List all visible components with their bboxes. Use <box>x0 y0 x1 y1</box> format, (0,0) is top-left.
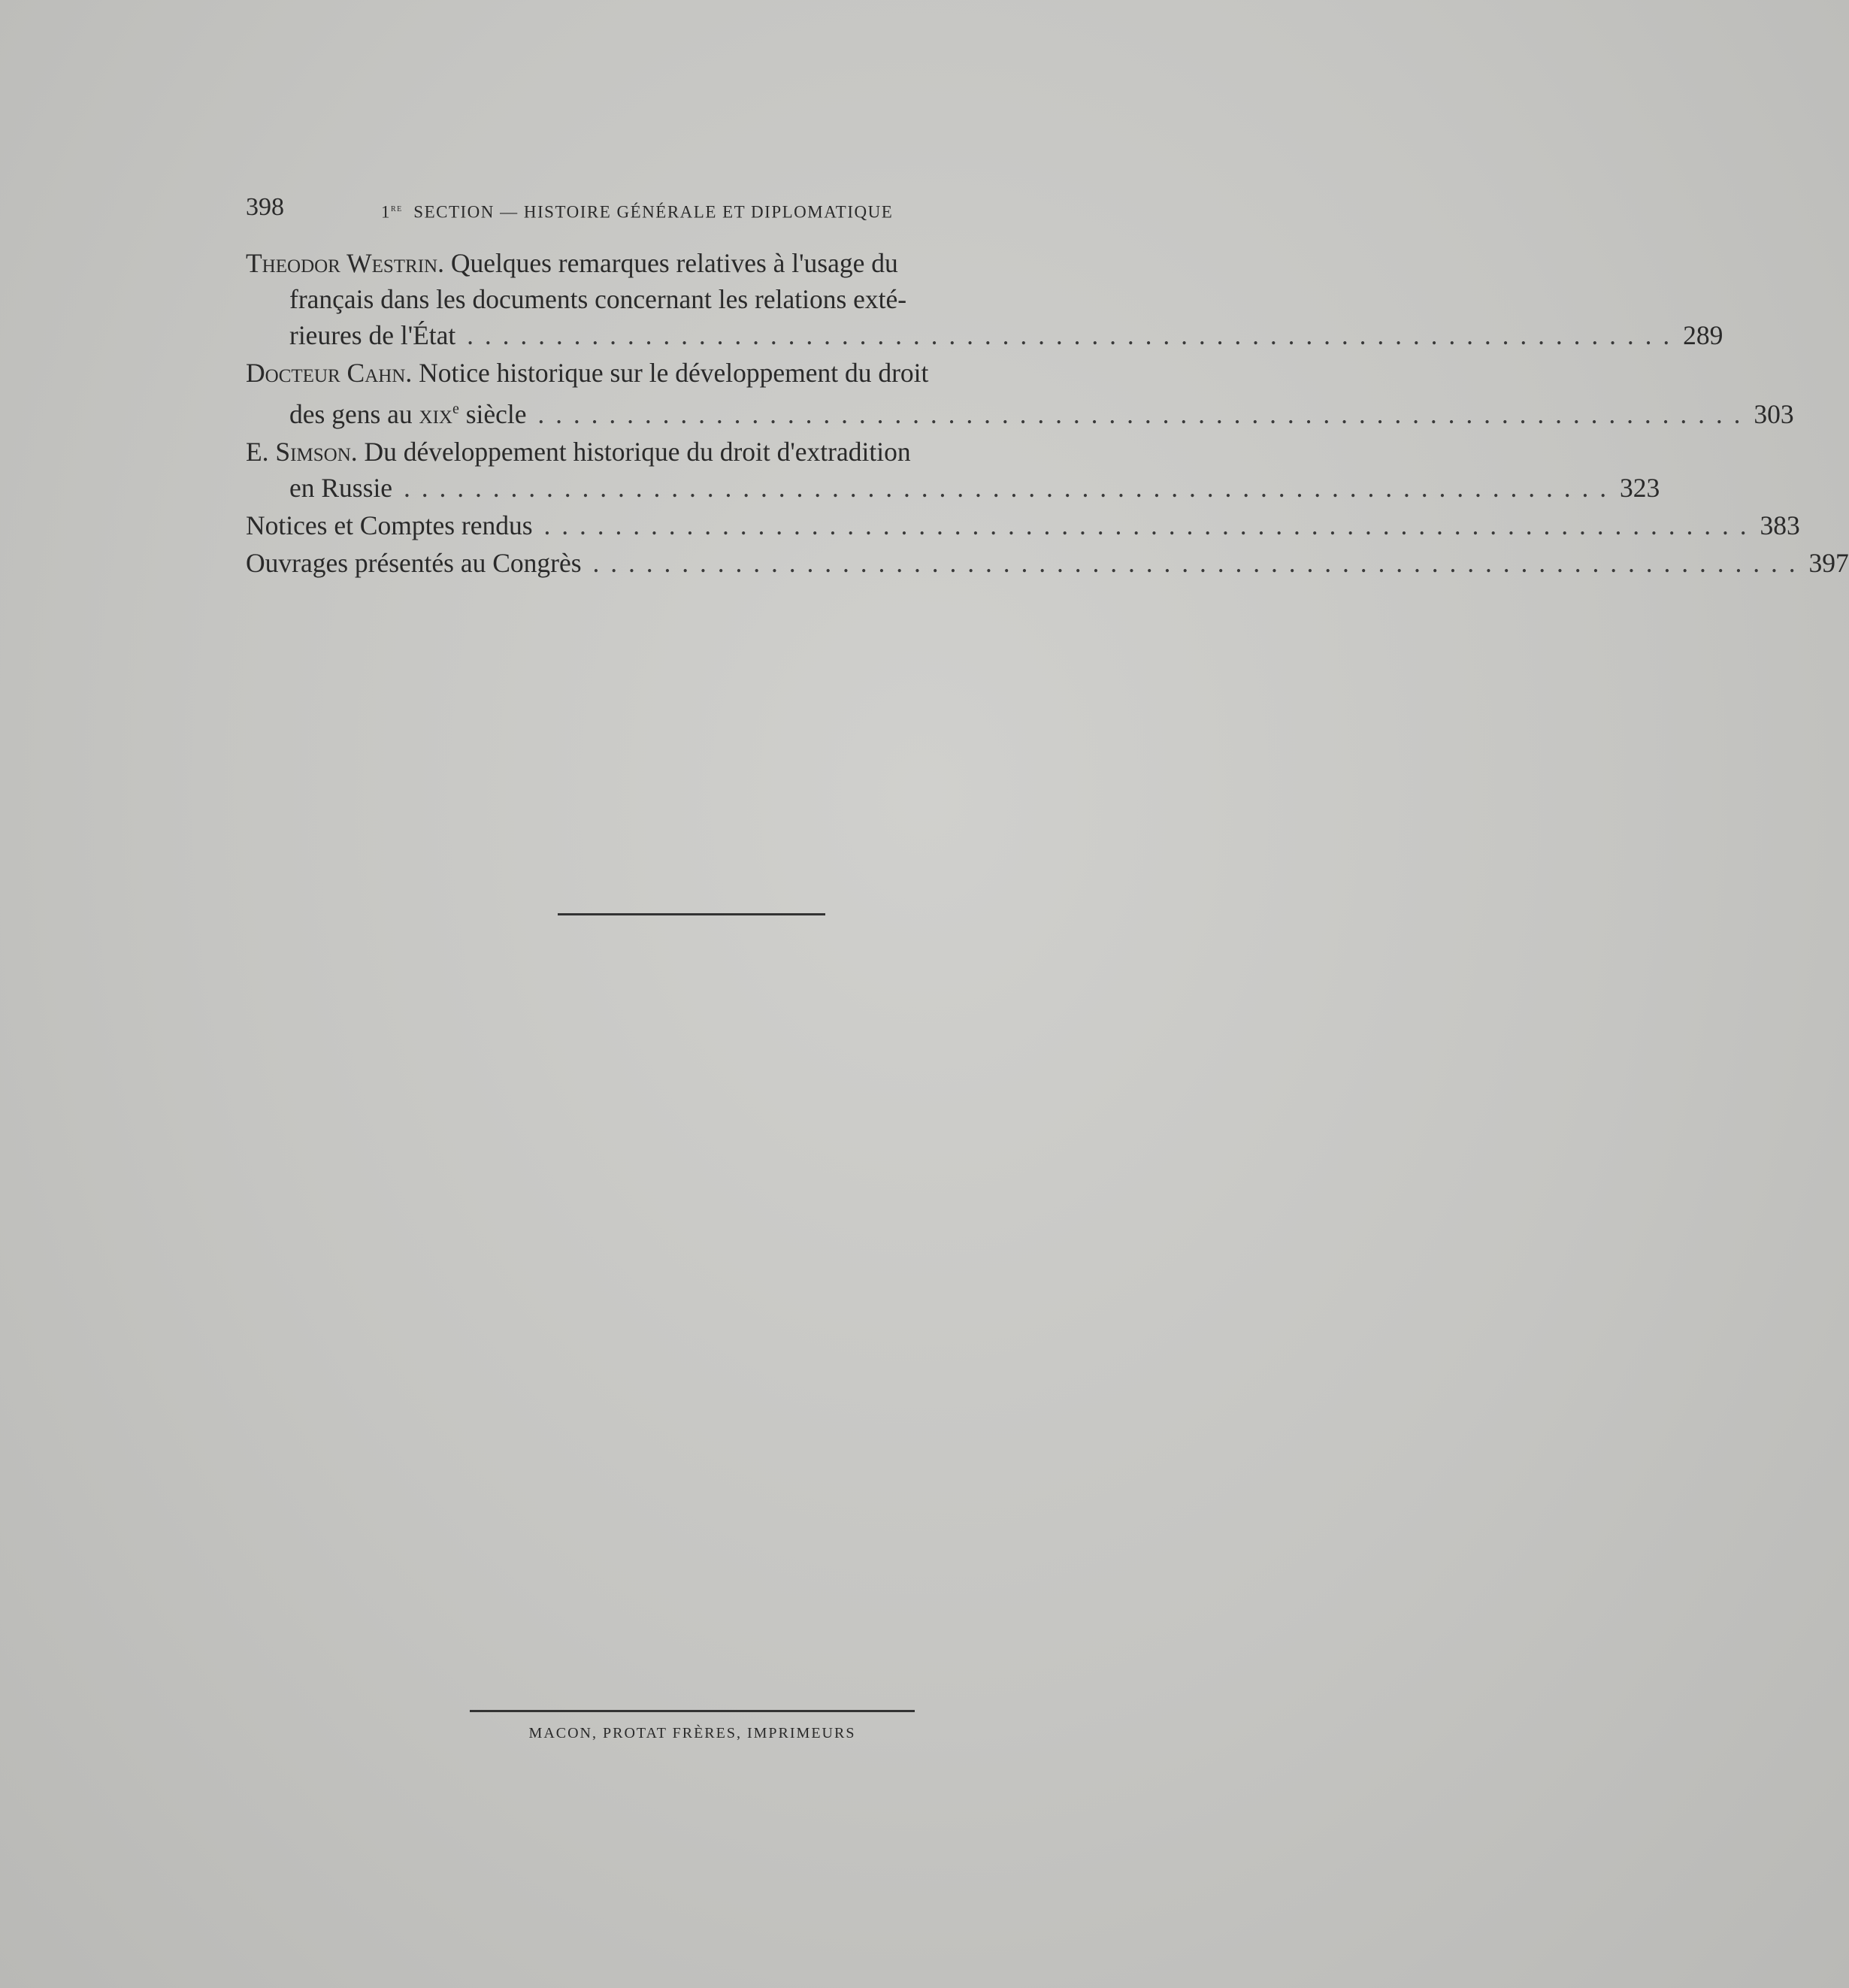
toc-title-text: Quelques remarques relatives à l'usage du <box>450 248 898 278</box>
toc-entry-line <box>246 245 1148 281</box>
dot-leader: . . . . . . . . . . . . . . . . . . . . . . . . . . . . . . . . . . . . . . . . . . . . . . . . . . . . . . . . . . . . . . . . . . . . <box>537 398 1743 429</box>
toc-entry-ouvrages <box>246 545 1849 581</box>
toc-entry-notices <box>246 507 1800 543</box>
century-suffix: e <box>452 401 459 417</box>
toc-title-text: des gens au xix$^e$ siècle <box>289 398 527 429</box>
page-number: 398 <box>246 193 284 221</box>
section-divider <box>558 913 825 915</box>
toc-entry-line <box>246 355 1148 391</box>
toc-title-text: Notice historique sur le développement du droit <box>419 358 929 388</box>
dot-leader: . . . . . . . . . . . . . . . . . . . . . . . . . . . . . . . . . . . . . . . . . . . . . . . . . . . . . . . . . . . . . . . . . . . . <box>403 472 1609 503</box>
century-numeral: xix <box>419 398 452 429</box>
running-head <box>246 192 1005 222</box>
toc-title-text: Du développement historique du droit d'extradition <box>364 436 911 467</box>
toc-page-number: 303 <box>1754 398 1794 429</box>
toc-entry-line: français dans les documents concernant les relations exté- <box>289 284 907 314</box>
toc-title-text: Notices et Comptes rendus <box>246 510 533 540</box>
toc-entry-leader-line <box>246 317 1723 353</box>
toc-author: Docteur Cahn. <box>246 358 413 388</box>
section-ordinal: 1 <box>381 202 391 222</box>
table-of-contents <box>246 245 1849 581</box>
dot-leader: . . . . . . . . . . . . . . . . . . . . . . . . . . . . . . . . . . . . . . . . . . . . . . . . . . . . . . . . . . . . . . . . . . . . <box>467 320 1672 350</box>
toc-title-text: Ouvrages présentés au Congrès <box>246 547 582 578</box>
toc-entry-leader-line <box>246 507 1800 543</box>
toc-page-number: 289 <box>1683 320 1723 350</box>
section-ordinal-suffix: re <box>391 203 403 214</box>
toc-entry-simson <box>246 434 1660 506</box>
printer-colophon: MACON, PROTAT FRÈRES, IMPRIMEURS <box>528 1725 856 1741</box>
toc-title-text: en Russie <box>289 472 393 503</box>
toc-page-number: 323 <box>1619 472 1660 503</box>
dot-leader: . . . . . . . . . . . . . . . . . . . . . . . . . . . . . . . . . . . . . . . . . . . . . . . . . . . . . . . . . . . . . . . . . . . . <box>592 547 1798 578</box>
toc-entry-line <box>246 434 1148 470</box>
toc-page-number: 383 <box>1760 510 1800 540</box>
toc-author: E. Simson. <box>246 436 358 467</box>
toc-entry-leader-line <box>246 391 1794 432</box>
toc-entry-leader-line <box>246 545 1849 581</box>
section-title-text: SECTION — HISTOIRE GÉNÉRALE ET DIPLOMATIQUE <box>413 202 894 222</box>
toc-page-number: 397 <box>1808 547 1849 578</box>
toc-entry-leader-line <box>246 470 1660 506</box>
toc-entry-cahn <box>246 355 1794 432</box>
toc-author: Theodor Westrin. <box>246 248 444 278</box>
toc-title-text: rieures de l'État <box>289 320 456 350</box>
section-title <box>381 194 893 228</box>
footer-rule <box>470 1710 915 1712</box>
dot-leader: . . . . . . . . . . . . . . . . . . . . . . . . . . . . . . . . . . . . . . . . . . . . . . . . . . . . . . . . . . . . . . . . . . . . <box>543 510 1749 540</box>
toc-entry-westrin <box>246 245 1723 353</box>
